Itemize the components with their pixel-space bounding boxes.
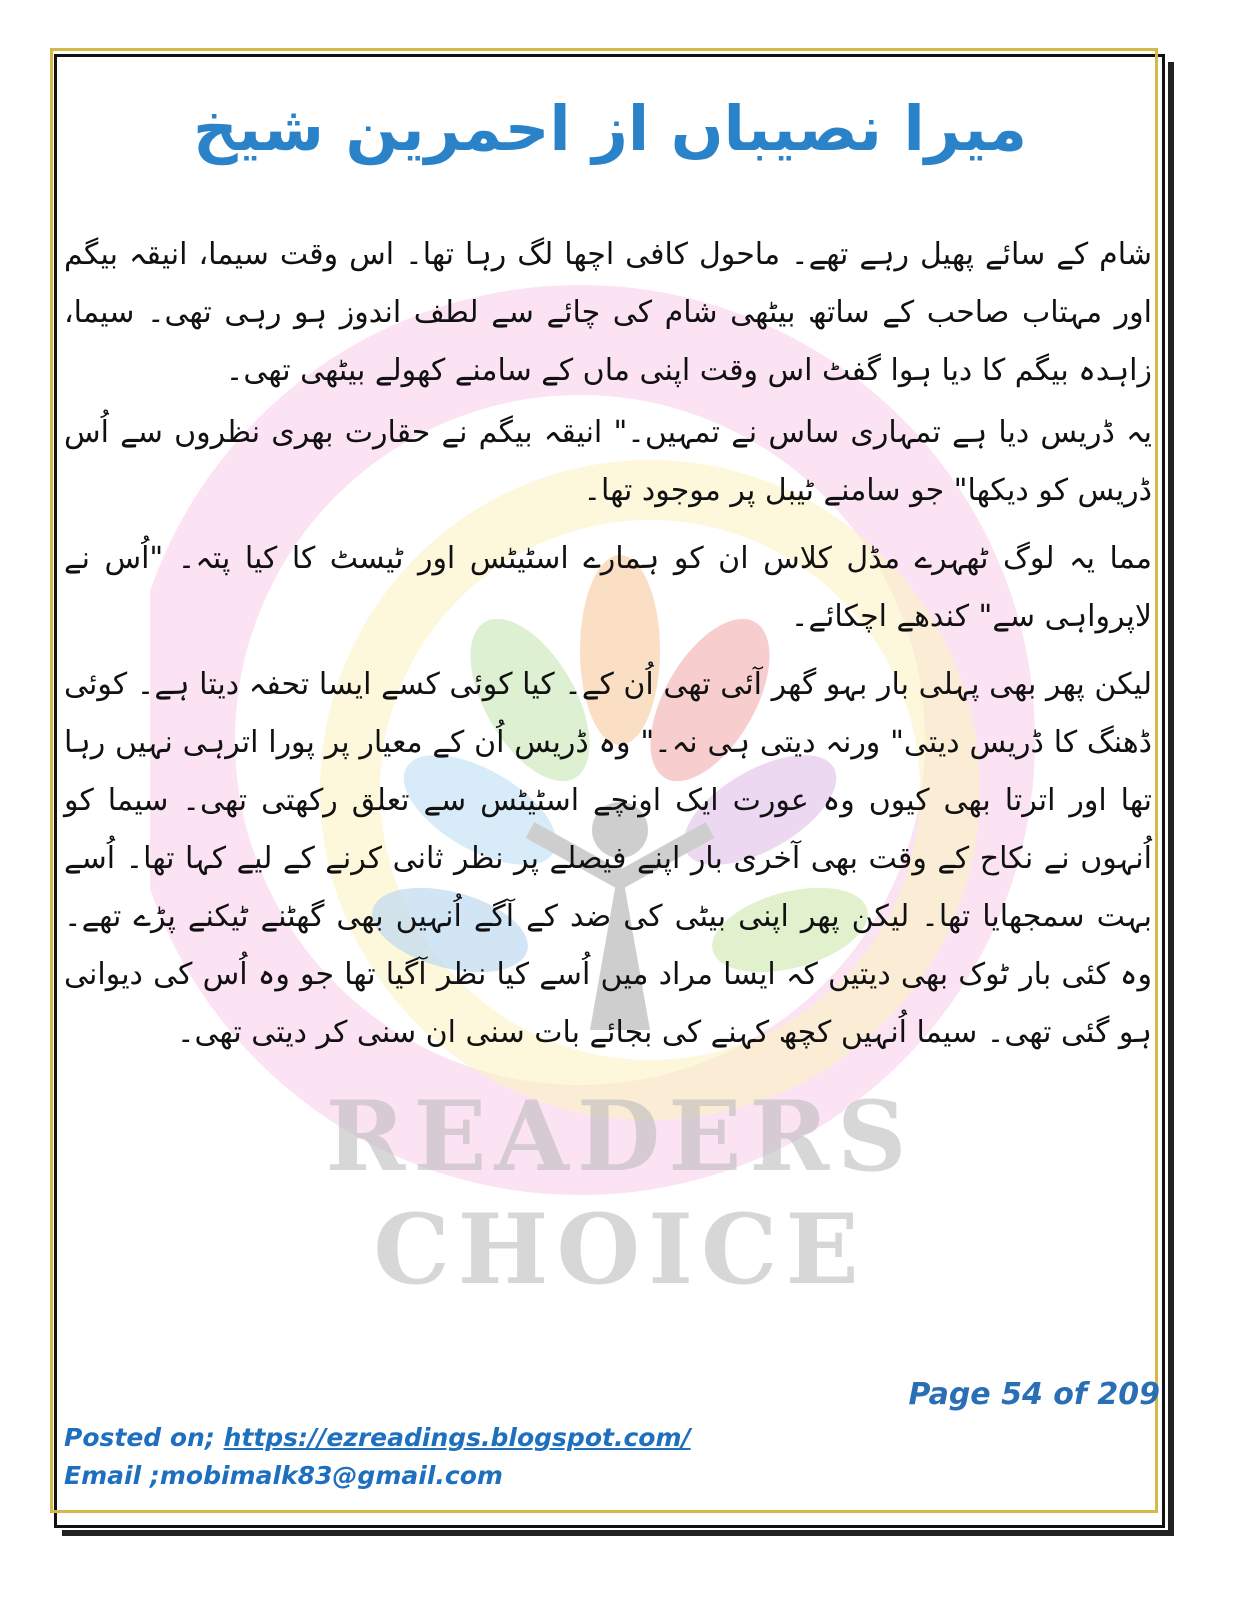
blog-link[interactable]: https://ezreadings.blogspot.com/	[223, 1423, 691, 1452]
watermark-text: READERS CHOICE	[325, 1080, 915, 1306]
paragraph: لیکن پھر بھی پہلی بار بہو گھر آئی تھی اُن کے۔ کیا کوئی کسے ایسا تحفہ دیتا ہے۔ کوئی ڈھنگ کا ڈریس دیتی" ورنہ دیتی ہی نہ۔" وہ ڈریس اُن کے معیار پر پورا اترہی نہیں رہا تھا اور اترتا بھی کیوں وہ عورت ایک اونچے اسٹیٹس سے تعلق رکھتی تھی۔ سیما کو اُنہوں نے نکاح کے وقت بھی آخری بار اپنے فیصلے پر نظر ثانی کرنے کے لیے کہا تھا۔ اُسے بہت سمجھایا تھا۔ لیکن پھر اپنی بیٹی کی ضد کے آگے اُنہیں بھی گھٹنے ٹیکنے پڑے تھے۔ وہ کئی بار ٹوک بھی دیتیں کہ ایسا مراد میں اُسے کیا نظر آگیا تھا جو وہ اُس کی دیوانی ہو گئی تھی۔ سیما اُنہیں کچھ کہنے کی بجائے بات سنی ان سنی کر دیتی تھی۔	[64, 667, 1152, 1050]
document-body	[64, 226, 1152, 1072]
email-line: Email ;mobimalk83@gmail.com	[64, 1461, 503, 1490]
paragraph: مما یہ لوگ ٹھہرے مڈل کلاس ان کو ہمارے اسٹیٹس اور ٹیسٹ کا کیا پتہ۔ "اُس نے لاپرواہی سے" کندھے اچکائے۔	[64, 541, 1152, 634]
paragraph: یہ ڈریس دیا ہے تمہاری ساس نے تمہیں۔" انیقہ بیگم نے حقارت بھری نظروں سے اُس ڈریس کو دیکھا" جو سامنے ٹیبل پر موجود تھا۔	[64, 415, 1152, 508]
page-number: Page 54 of 209	[908, 1377, 1160, 1412]
posted-on-line	[64, 1423, 691, 1452]
posted-label: Posted on;	[64, 1423, 215, 1452]
page-title: میرا نصیباں از احمرین شیخ	[192, 92, 1028, 165]
paragraph: شام کے سائے پھیل رہے تھے۔ ماحول کافی اچھا لگ رہا تھا۔ اس وقت سیما، انیقہ بیگم اور مہتاب صاحب کے ساتھ بیٹھی شام کی چائے سے لطف اندوز ہو رہی تھی۔ سیما، زاہدہ بیگم کا دیا ہوا گفٹ اس وقت اپنی ماں کے سامنے کھولے بیٹھی تھی۔	[64, 237, 1152, 388]
